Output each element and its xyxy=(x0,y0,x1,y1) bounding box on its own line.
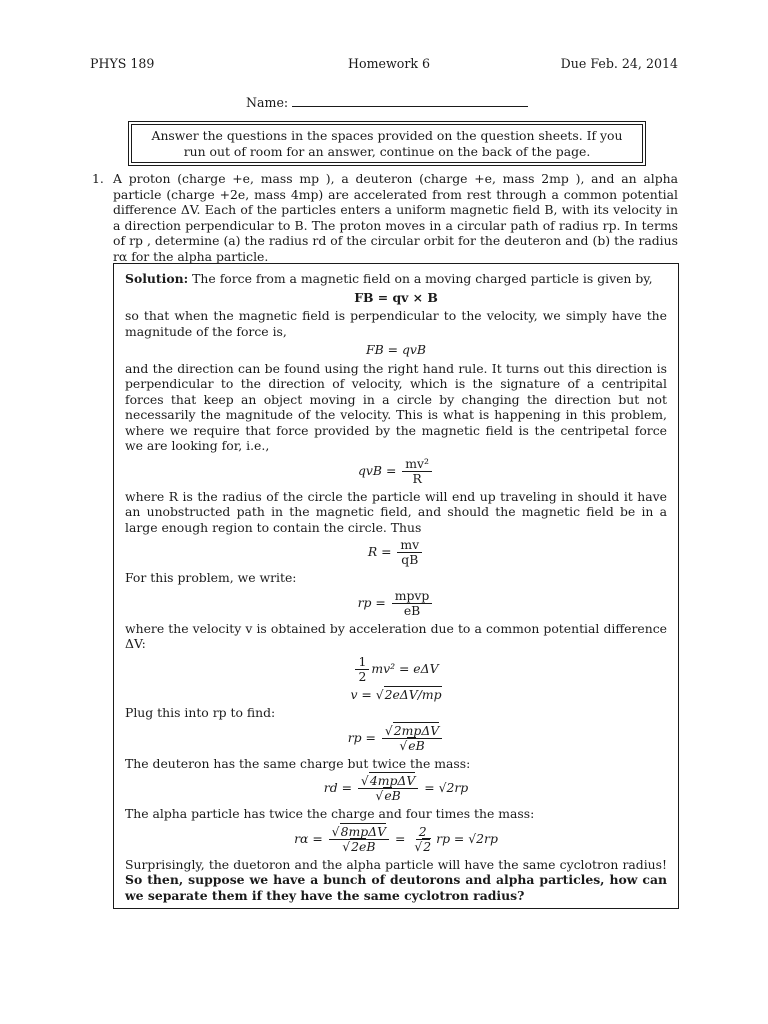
eq9-lhs: rd = xyxy=(323,780,352,795)
eq8-fraction xyxy=(382,724,442,753)
eq4-fraction xyxy=(397,538,422,567)
eq3-fraction xyxy=(402,457,432,486)
eq5-fraction xyxy=(392,589,433,618)
instructions-box xyxy=(128,121,646,166)
eq10-denominator-1: √2eB xyxy=(342,838,376,854)
eq10-fraction-1 xyxy=(329,825,389,854)
paragraph-4: For this problem, we write: xyxy=(125,570,297,585)
eq9-den-radicand: e xyxy=(384,788,392,803)
eq8-den-tail: B xyxy=(415,737,425,753)
question-number: 1. xyxy=(92,171,104,186)
equation-8 xyxy=(125,724,667,753)
eq5-lhs: rp = xyxy=(357,594,386,610)
eq8-numerator: √2mpΔV xyxy=(382,724,442,739)
paragraph-6: Plug this into rp to find: xyxy=(125,705,276,720)
solution-label: Solution: xyxy=(125,271,189,286)
solution-box xyxy=(113,263,679,909)
eq4-denominator: qB xyxy=(401,552,419,567)
eq7-lhs: v = √ xyxy=(350,686,384,702)
paragraph-1: so that when the magnetic field is perpendicular to the velocity, we simply have the magnitude of the force is, xyxy=(125,308,667,339)
equation-3 xyxy=(125,457,667,486)
solution-intro xyxy=(125,271,667,287)
eq5-numerator: mpvp xyxy=(392,589,433,604)
paragraph-9-plain: Surprisingly, the duetoron and the alpha particle will have the same cyclotron radius! xyxy=(125,856,667,872)
eq6-numerator: 1 xyxy=(355,655,369,670)
eq9-fraction xyxy=(358,774,418,803)
eq10-den-tail: B xyxy=(366,838,376,854)
eq8-denominator: √eB xyxy=(399,737,425,753)
equation-9 xyxy=(125,774,667,803)
eq10-numerator-2: 2 xyxy=(416,825,430,840)
paragraph-7: The deuteron has the same charge but twice the mass: xyxy=(125,755,471,771)
eq8-den-radicand: e xyxy=(408,737,416,753)
paragraph-9 xyxy=(125,857,667,904)
name-label: Name: xyxy=(246,95,289,110)
eq10-numerator-1: √8mpΔV xyxy=(329,825,389,840)
equation-6 xyxy=(125,655,667,684)
eq9-numerator: √4mpΔV xyxy=(358,774,418,789)
paragraph-5: where the velocity v is obtained by acceleration due to a common potential difference ΔV: xyxy=(125,620,667,651)
eq7-radicand: 2eΔV/mp xyxy=(384,686,442,702)
eq4-numerator: mv xyxy=(397,538,422,553)
eq10-den2-radicand: 2 xyxy=(423,838,432,854)
equation-5 xyxy=(125,589,667,618)
eq6-rhs: mv² = eΔV xyxy=(371,660,439,676)
eq6-fraction xyxy=(355,655,369,684)
course-code: PHYS 189 xyxy=(90,56,155,71)
eq6-denominator: 2 xyxy=(358,668,367,684)
eq9-num-radicand: 4mpΔV xyxy=(369,773,416,788)
instructions-text: Answer the questions in the spaces provided on the question sheets. If you run out of room for an answer, continue on the back of the page. xyxy=(131,124,643,163)
due-date: Due Feb. 24, 2014 xyxy=(560,56,678,71)
name-blank-line[interactable] xyxy=(292,94,528,107)
paragraph-3: where R is the radius of the circle the particle will end up traveling in should it have an unobstructed path in the magnetic field, and should the magnetic field be in a large enough region to contain the circle. Thus xyxy=(125,488,667,535)
eq10-equals: = xyxy=(395,830,406,846)
equation-7 xyxy=(125,687,667,703)
eq10-num-radicand: 8mpΔV xyxy=(340,823,387,839)
eq3-denominator: R xyxy=(412,470,422,486)
question-text: A proton (charge +e, mass mp ), a deuteron (charge +e, mass 2mp ), and an alpha particle (charge +2e, mass 4mp) are accelerated from rest through a common potential difference ΔV. Each of the particles enters a uniform magnetic field B, with its velocity in a direction perpendicular to B. The proton moves in a circular path of radius rp. In terms of rp , determine (a) the radius rd of the circular orbit for the deuteron and (b) the radius rα for the alpha particle. xyxy=(113,171,678,264)
paragraph-8: The alpha particle has twice the charge and four times the mass: xyxy=(125,806,535,821)
question-1 xyxy=(92,171,678,264)
eq4-lhs: R = xyxy=(367,544,392,559)
eq3-lhs: qvB = xyxy=(357,462,397,478)
eq8-lhs: rp = xyxy=(347,729,376,745)
eq10-den-radicand: 2e xyxy=(351,838,367,854)
equation-1: FB = qv × B xyxy=(354,289,438,305)
equation-10 xyxy=(125,825,667,854)
eq10-fraction-2 xyxy=(411,825,434,854)
name-row xyxy=(246,94,528,111)
eq3-numerator: mv² xyxy=(402,457,432,472)
equation-2: FB = qvB xyxy=(366,342,426,357)
paragraph-2: and the direction can be found using the right hand rule. It turns out this direction is perpendicular to the direction of velocity, which is the signature of a centripital forces that keep an object moving in a circle by changing the direction but not necessarily the magnitude of the velocity. This is what is happening in this problem, where we require that force provided by the magnetic field is the centripetal force we are looking for, i.e., xyxy=(125,360,667,453)
solution-intro-text: The force from a magnetic field on a moving charged particle is given by, xyxy=(192,271,653,286)
homework-title: Homework 6 xyxy=(348,56,430,71)
eq10-lhs: rα = xyxy=(294,830,323,846)
equation-4 xyxy=(125,538,667,567)
eq9-rhs: = √2rp xyxy=(424,780,469,795)
eq5-denominator: eB xyxy=(403,602,421,618)
eq8-num-radicand: 2mpΔV xyxy=(393,722,440,738)
paragraph-9-bold: So then, suppose we have a bunch of deutorons and alpha particles, how can we separate them if they have the same cyclotron radius? xyxy=(125,872,667,903)
eq9-den-tail: B xyxy=(391,788,401,803)
eq9-denominator: √eB xyxy=(375,788,401,803)
eq10-rhs: rp = √2rp xyxy=(436,830,498,846)
eq10-denominator-2: √2 xyxy=(414,838,432,854)
